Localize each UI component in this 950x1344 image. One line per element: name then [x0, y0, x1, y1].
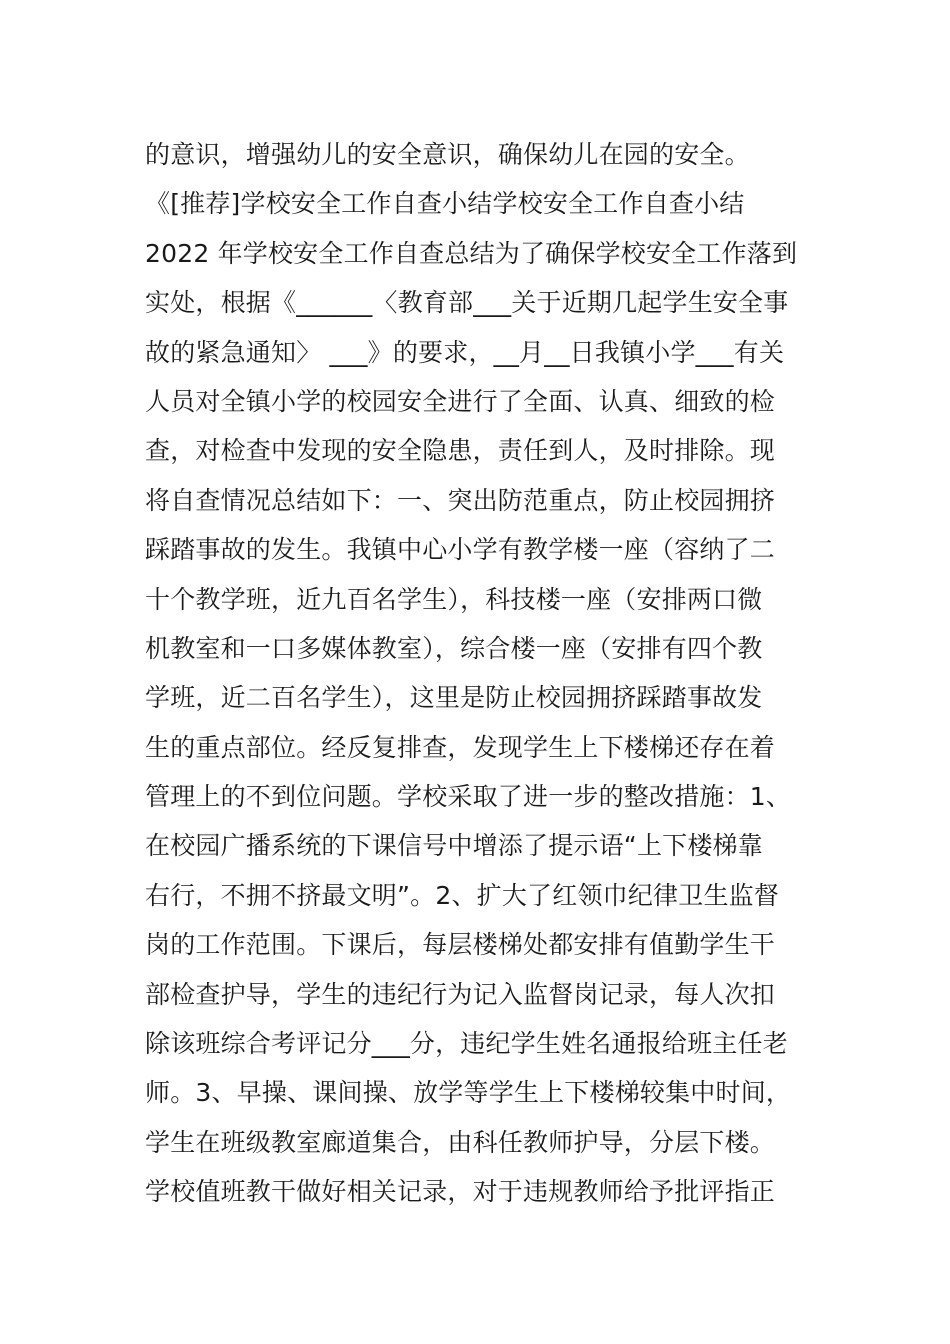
text-line: 的意识，增强幼儿的安全意识，确保幼儿在园的安全。 [145, 140, 750, 169]
text-line: 学生在班级教室廊道集合，由科任教师护导，分层下楼。 [145, 1127, 776, 1157]
text-line: 学班，近二百名学生），这里是防止校园拥挤踩踏事故发 [145, 683, 763, 713]
body-text [145, 130, 825, 1217]
text-line: 岗的工作范围。下课后，每层楼梯处都安排有值勤学生干 [145, 930, 776, 960]
text-line: 师。3、早操、课间操、放学等学生上下楼梯较集中时间， [145, 1078, 792, 1108]
text-line: 机教室和一口多媒体教室），综合楼一座（安排有四个教 [145, 633, 763, 663]
text-line: 人员对全镇小学的校园安全进行了全面、认真、细致的检 [145, 386, 776, 416]
text-line: 部检查护导，学生的违纪行为记入监督岗记录，每人次扣 [145, 979, 776, 1009]
text-line: 学校值班教干做好相关记录，对于违规教师给予批评指正 [145, 1177, 776, 1207]
text-line: 生的重点部位。经反复排查，发现学生上下楼梯还存在着 [145, 732, 776, 762]
text-line: 除该班综合考评记分___分，违纪学生姓名通报给班主任老 [145, 1029, 788, 1059]
text-line: 2022 年学校安全工作自查总结为了确保学校安全工作落到 [145, 238, 798, 268]
text-line: 管理上的不到位问题。学校采取了进一步的整改措施：1、 [145, 782, 792, 812]
text-line: 踩踏事故的发生。我镇中心小学有教学楼一座（容纳了二 [145, 535, 776, 565]
text-line: 实处，根据《______〈教育部___关于近期几起学生安全事 [145, 288, 789, 318]
text-line: 在校园广播系统的下课信号中增添了提示语“上下楼梯靠 [145, 831, 763, 861]
text-line: 将自查情况总结如下：一、突出防范重点，防止校园拥挤 [145, 485, 776, 515]
text-line: 故的紧急通知〉 ___》的要求，__月__日我镇小学___有关 [145, 337, 785, 367]
text-line: 查，对检查中发现的安全隐患，责任到人，及时排除。现 [145, 436, 776, 466]
text-line: 《[推荐]学校安全工作自查小结学校安全工作自查小结 [145, 189, 745, 219]
text-line: 右行，不拥不挤最文明”。2、扩大了红领巾纪律卫生监督 [145, 880, 780, 910]
text-line: 十个教学班，近九百名学生），科技楼一座（安排两口微 [145, 584, 763, 614]
